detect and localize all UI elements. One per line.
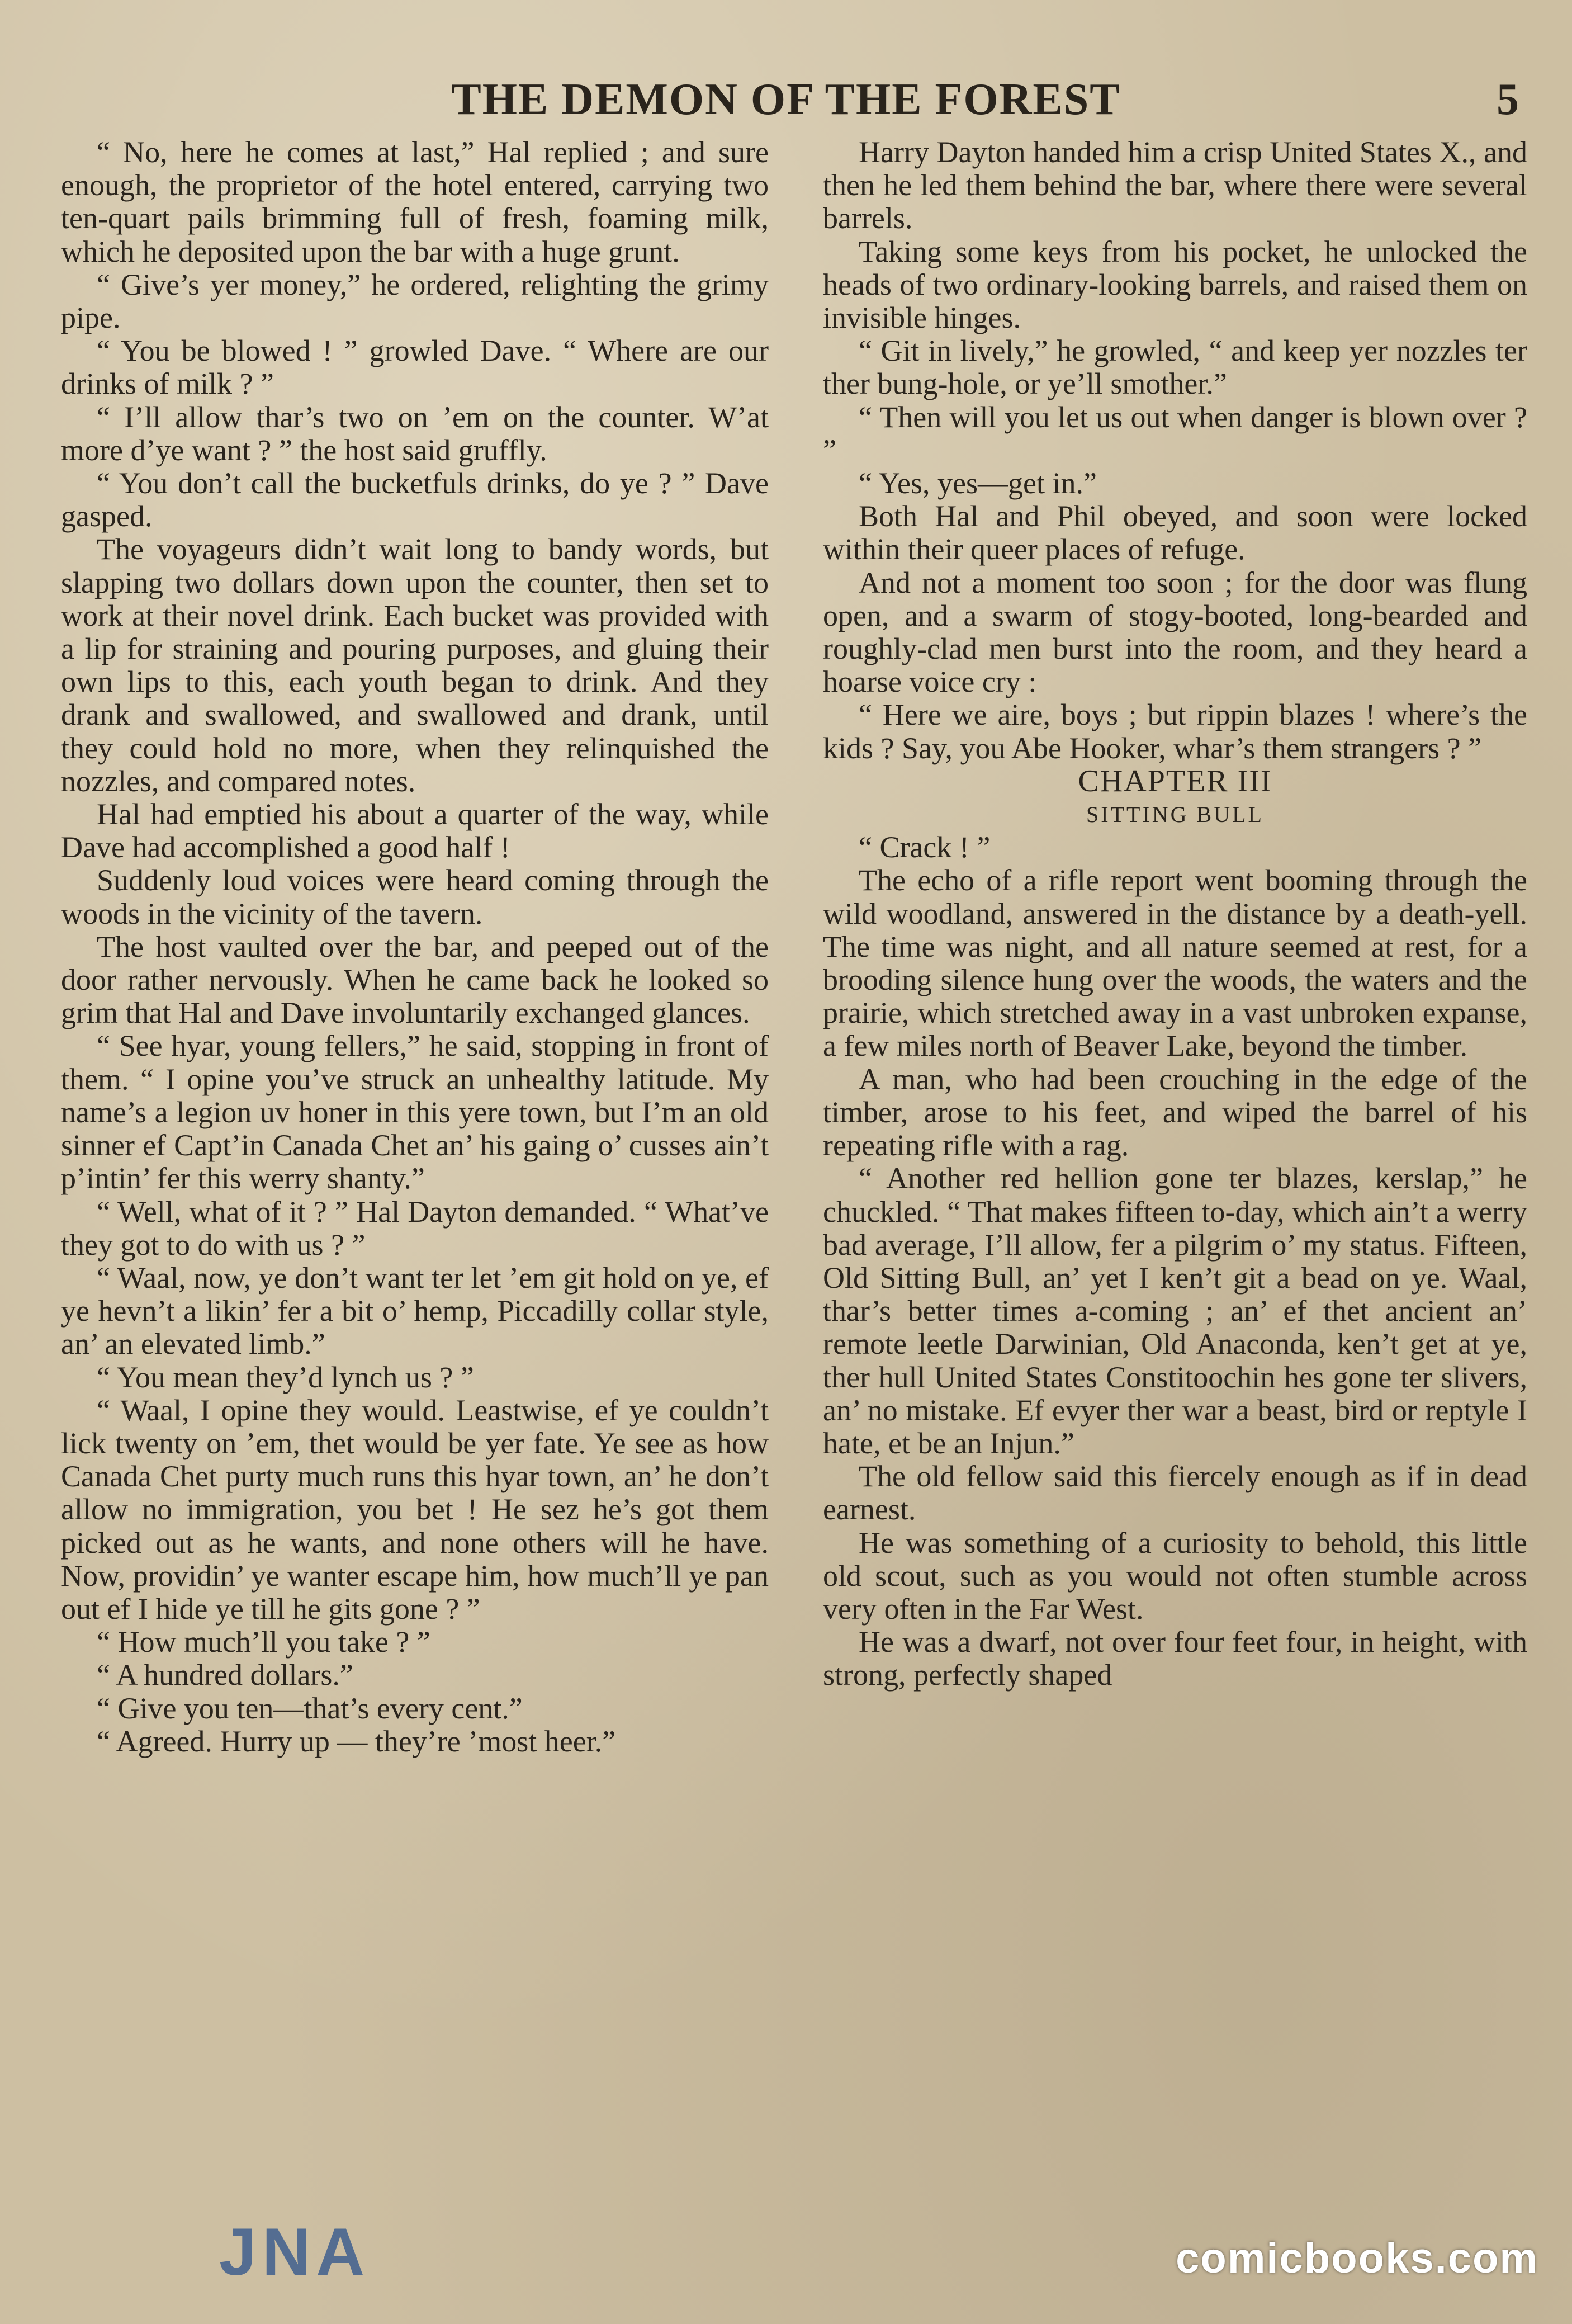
site-watermark: comicbooks.com bbox=[1176, 2235, 1538, 2282]
paragraph: “ A hundred dollars.” bbox=[97, 1658, 353, 1692]
chapter-subheading: SITTING BULL bbox=[1086, 802, 1264, 828]
paragraph: “ Agreed. Hurry up — they’re ’most heer.” bbox=[97, 1724, 616, 1758]
paragraph: A man, who had been crouching in the edge of the timber, arose to his feet, and wiped the barrel of his repeating rifle with a rag. bbox=[823, 1062, 1527, 1163]
paragraph: The voyageurs didn’t wait long to bandy words, but slapping two dollars down upon the counter, then set to work at their novel drink. Each bucket was provided with a lip for straining and pouring purposes, and gluing their own lips to this, each youth began to drink. And they drank and swallowed, and swallowed and drank, until they could hold no more, when they relinquished the nozzles, and compared notes. bbox=[61, 532, 769, 798]
paragraph: “ How much’ll you take ? ” bbox=[97, 1625, 430, 1659]
paragraph: “ Yes, yes—get in.” bbox=[859, 466, 1097, 500]
paragraph: He was a dwarf, not over four feet four, in height, with strong, perfectly shaped bbox=[823, 1625, 1527, 1692]
paragraph: “ See hyar, young fellers,” he said, stopping in front of them. “ I opine you’ve struck an unhealthy latitude. My name’s a legion uv honer in this yere town, but I’m an old sinner ef Capt’in Canada Chet an’ his gaing o’ cusses ain’t p’intin’ fer this werry shanty.” bbox=[61, 1029, 769, 1196]
running-title: THE DEMON OF THE FOREST bbox=[451, 75, 1121, 124]
paragraph: “ Crack ! ” bbox=[859, 830, 991, 865]
paragraph: The host vaulted over the bar, and peeped out of the door rather nervously. When he came back he looked so grim that Hal and Dave involuntarily exchanged glances. bbox=[61, 929, 769, 1030]
paragraph: Suddenly loud voices were heard coming through the woods in the vicinity of the tavern. bbox=[61, 863, 769, 930]
paragraph: “ No, here he comes at last,” Hal replied ; and sure enough, the proprietor of the hotel entered, carrying two ten-quart pails brimming full of fresh, foaming milk, which he deposited upon the bar with a huge grunt. bbox=[61, 135, 769, 268]
paragraph: Hal had emptied his about a quarter of the way, while Dave had accomplished a good half ! bbox=[61, 797, 769, 865]
paragraph: The echo of a rifle report went booming through the wild woodland, answered in the distance by a death-yell. The time was night, and all nature seemed at rest, for a brooding silence hung over the woods, the waters and the prairie, which stretched away in a vast unbroken expanse, a few miles north of Beaver Lake, beyond the timber. bbox=[823, 863, 1527, 1063]
paragraph: “ Waal, now, ye don’t want ter let ’em git hold on ye, ef ye hevn’t a likin’ fer a bit o’ hemp, Piccadilly collar style, an’ an elevated limb.” bbox=[61, 1260, 769, 1361]
paragraph: Taking some keys from his pocket, he unlocked the heads of two ordinary-looking barrels, and raised them on invisible hinges. bbox=[823, 234, 1527, 335]
right-column bbox=[823, 136, 1527, 1692]
paragraph: “ Waal, I opine they would. Leastwise, ef ye couldn’t lick twenty on ’em, thet would be yer fate. Ye see as how Canada Chet purty much runs this hyar town, an’ he don’t allow no immigration, you bet ! He sez he’s got them picked out as he wants, and none others will he have. Now, providin’ ye wanter escape him, how much’ll ye pan out ef I hide ye till he gits gone ? ” bbox=[61, 1393, 769, 1626]
paragraph: The old fellow said this fiercely enough as if in dead earnest. bbox=[823, 1459, 1527, 1527]
paragraph: “ Git in lively,” he growled, “ and keep yer nozzles ter ther bung-hole, or ye’ll smother.” bbox=[823, 334, 1527, 401]
page-header bbox=[0, 66, 1572, 133]
paragraph: “ Give’s yer money,” he ordered, relighting the grimy pipe. bbox=[61, 267, 769, 335]
paragraph: “ Another red hellion gone ter blazes, kerslap,” he chuckled. “ That makes fifteen to-day, which ain’t a werry bad average, I’ll allow, fer a pilgrim o’ my status. Fifteen, Old Sitting Bull, an’ yet I ken’t git a bead on ye. Waal, thar’s better times a-coming ; an’ ef thet ancient an’ remote leetle Darwinian, Old Anaconda, ken’t get at ye, ther hull United States Constitoochin hes gone ter slivers, an’ no mistake. Ef evyer ther war a beast, bird or reptyle I hate, et be an Injun.” bbox=[823, 1161, 1527, 1460]
paragraph: “ You be blowed ! ” growled Dave. “ Where are our drinks of milk ? ” bbox=[61, 334, 769, 401]
paragraph: He was something of a curiosity to behold, this little old scout, such as you would not often stumble across very often in the Far West. bbox=[823, 1525, 1527, 1626]
paragraph: “ I’ll allow thar’s two on ’em on the counter. W’at more d’ye want ? ” the host said gruffly. bbox=[61, 400, 769, 467]
paragraph: Both Hal and Phil obeyed, and soon were locked within their queer places of refuge. bbox=[823, 499, 1527, 566]
paragraph: “ Then will you let us out when danger is blown over ? ” bbox=[823, 400, 1527, 467]
paragraph: “ Give you ten—that’s every cent.” bbox=[97, 1691, 523, 1725]
page-number: 5 bbox=[1497, 75, 1519, 124]
paragraph: Harry Dayton handed him a crisp United States X., and then he led them behind the bar, where there were several barrels. bbox=[823, 135, 1527, 235]
paragraph: “ You mean they’d lynch us ? ” bbox=[97, 1360, 474, 1394]
paragraph: “ You don’t call the bucketfuls drinks, do ye ? ” Dave gasped. bbox=[61, 466, 769, 533]
paragraph: “ Well, what of it ? ” Hal Dayton demanded. “ What’ve they got to do with us ? ” bbox=[61, 1194, 769, 1262]
left-column bbox=[61, 136, 769, 1758]
chapter-heading: CHAPTER III bbox=[1078, 763, 1272, 799]
paragraph: And not a moment too soon ; for the door was flung open, and a swarm of stogy-booted, long-bearded and roughly-clad men burst into the room, and they heard a hoarse voice cry : bbox=[823, 565, 1527, 699]
ink-stamp: JNA bbox=[219, 2214, 371, 2289]
paragraph: “ Here we aire, boys ; but rippin blazes ! where’s the kids ? Say, you Abe Hooker, whar’s them strangers ? ” bbox=[823, 698, 1527, 765]
